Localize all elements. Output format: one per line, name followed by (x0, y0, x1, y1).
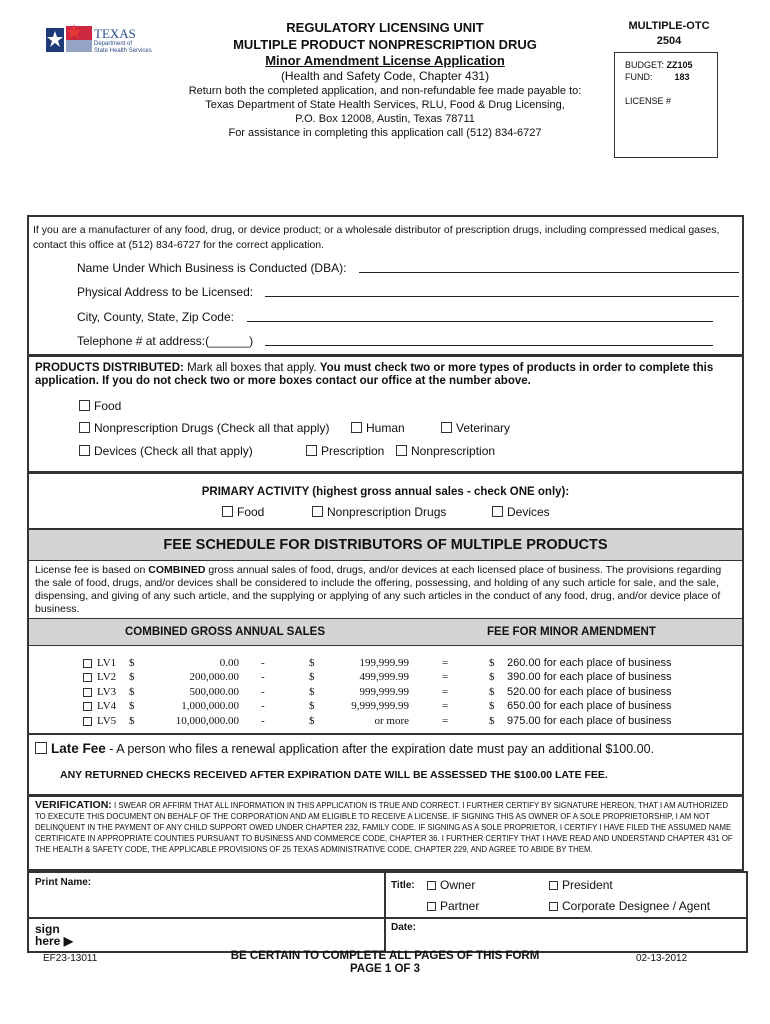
title-president-checkbox[interactable]: President (549, 878, 613, 892)
budget-label: BUDGET: (625, 60, 665, 70)
header-return-1: Return both the completed application, and non-refundable fee made payable to: (188, 85, 582, 97)
logo-dept: Department of (94, 41, 133, 47)
signature-area (27, 871, 748, 953)
fee-cell-fee: 260.00 for each place of business (507, 657, 672, 669)
late-fee-checkbox[interactable] (35, 742, 47, 754)
city-label: City, County, State, Zip Code: (77, 310, 234, 324)
fee-cell-fee: 650.00 for each place of business (507, 700, 672, 713)
fee-cell-dash: - (261, 671, 265, 684)
fee-cell-lv: LV5 (97, 714, 117, 727)
header-title-1: REGULATORY LICENSING UNIT (286, 20, 484, 35)
fee-level-checkbox[interactable] (83, 717, 92, 726)
dba-label: Name Under Which Business is Conducted (DBA): (77, 261, 347, 275)
footer-form-code: EF23-13011 (43, 953, 98, 964)
col-fee: FEE FOR MINOR AMENDMENT (487, 626, 656, 638)
checkbox-veterinary[interactable]: Veterinary (441, 421, 510, 435)
fee-cell-to: or more (374, 714, 409, 727)
late-fee-label: Late Fee (51, 741, 106, 756)
form-number: 2504 (656, 35, 682, 47)
fee-cell-fee: 975.00 for each place of business (507, 714, 672, 727)
fee-cell-fee: 520.00 for each place of business (507, 685, 672, 698)
header-code: (Health and Safety Code, Chapter 431) (280, 69, 490, 83)
fee-cell-to: 199,999.99 (359, 657, 409, 669)
products-warning: You must check two or more types of products in order to complete this application. If you do not check two or more boxes contact our office at the number above. (35, 362, 714, 387)
fee-cell-d2: $ (309, 685, 315, 698)
title-corporate-checkbox[interactable]: Corporate Designee / Agent (549, 899, 710, 913)
fee-cell-dash: - (261, 685, 265, 698)
primary-title: PRIMARY ACTIVITY (highest gross annual sales - check ONE only): (201, 486, 570, 498)
fee-cell-d1: $ (129, 714, 135, 727)
returned-checks: ANY RETURNED CHECKS RECEIVED AFTER EXPIRATION DATE WILL BE ASSESSED THE $100.00 LATE FEE. (60, 769, 608, 781)
title-partner-checkbox[interactable]: Partner (427, 899, 479, 913)
fee-cell-from: 1,000,000.00 (181, 700, 239, 713)
products-box (27, 354, 744, 473)
fee-cell-d1: $ (129, 671, 135, 684)
fee-columns-header (29, 618, 742, 646)
fee-row (29, 686, 742, 700)
fee-cell-eq: = (442, 714, 449, 727)
fee-row (29, 715, 742, 729)
header-return-3: P.O. Box 12008, Austin, Texas 78711 (295, 113, 475, 125)
header-assist: For assistance in completing this application call (512) 834-6727 (228, 127, 542, 139)
checkbox-devices[interactable]: Devices (Check all that apply) (79, 444, 253, 458)
budget-box (614, 52, 718, 158)
fee-cell-from: 500,000.00 (189, 685, 239, 698)
fee-cell-d2: $ (309, 671, 315, 684)
fee-cell-d1: $ (129, 657, 135, 669)
intro-text: If you are a manufacturer of any food, drug, or device product; or a wholesale distributor of prescription drugs, including compressed medical gases, contact this office at (512) 834-6727 for the correct application. (33, 224, 720, 251)
fee-cell-d3: $ (489, 657, 495, 669)
fee-cell-d1: $ (129, 685, 135, 698)
title-owner-checkbox[interactable]: Owner (427, 878, 475, 892)
signature-field[interactable] (99, 919, 381, 949)
fee-level-checkbox[interactable] (83, 673, 92, 682)
fee-row (29, 700, 742, 714)
fee-cell-dash: - (261, 700, 265, 713)
fee-cell-eq: = (442, 671, 449, 684)
checkbox-human[interactable]: Human (351, 421, 405, 435)
fee-level-checkbox[interactable] (83, 688, 92, 697)
fund-value: 183 (674, 72, 690, 82)
fee-cell-lv: LV1 (97, 657, 117, 669)
fee-cell-d3: $ (489, 671, 495, 684)
footer-notice: BE CERTAIN TO COMPLETE ALL PAGES OF THIS FORM (230, 950, 540, 962)
footer-page: PAGE 1 OF 3 (349, 963, 421, 975)
verification-label: VERIFICATION: (35, 799, 112, 811)
print-name-label: Print Name: (35, 877, 92, 888)
fee-cell-lv: LV4 (97, 700, 117, 713)
arrow-right-icon: ▶ (63, 934, 73, 948)
header-return-2: Texas Department of State Health Services, RLU, Food & Drug Licensing, (205, 99, 565, 111)
logo-agency: State Health Services (94, 48, 152, 54)
fee-cell-d3: $ (489, 714, 495, 727)
primary-activity-box (27, 472, 744, 530)
fee-schedule-box (27, 528, 744, 735)
dshs-logo (44, 22, 164, 56)
phone-label: Telephone # at address:(______) (77, 334, 254, 348)
late-fee-text: - A person who files a renewal application after the expiration date must pay an additional $100.00. (105, 742, 655, 756)
checkbox-nonrx[interactable]: Nonprescription Drugs (Check all that apply) (79, 421, 329, 435)
fee-cell-to: 9,999,999.99 (351, 700, 409, 713)
primary-food-checkbox[interactable]: Food (222, 505, 264, 519)
fee-row (29, 671, 742, 685)
date-field[interactable] (429, 919, 743, 949)
sign-here-label: sign here ▶ (35, 922, 73, 948)
verification-box (27, 795, 744, 871)
header-title-3: Minor Amendment License Application (265, 53, 505, 68)
checkbox-nonprescription[interactable]: Nonprescription (396, 444, 495, 458)
fee-cell-d2: $ (309, 700, 315, 713)
fee-cell-eq: = (442, 657, 449, 669)
checkbox-prescription[interactable]: Prescription (306, 444, 384, 458)
fee-cell-dash: - (261, 714, 265, 727)
address-field[interactable] (265, 296, 739, 297)
fee-text: License fee is based on COMBINED gross annual sales of food, drugs, and/or devices at each licensed place of business. The provisions regarding the sale of food, drugs, and/or devices shall be considered to include the offering, possessing, and holding of any such article for sale, and the sale, dispensing, and giving of any such article, and the supplying or applying of any such articles in the conduct of any food, drug, and/or device place of business. (35, 564, 722, 615)
fee-cell-from: 200,000.00 (189, 671, 239, 684)
fee-cell-fee: 390.00 for each place of business (507, 671, 672, 684)
late-fee-box (27, 733, 744, 796)
fee-cell-lv: LV2 (97, 671, 117, 684)
fee-cell-eq: = (442, 700, 449, 713)
col-gross-sales: COMBINED GROSS ANNUAL SALES (125, 626, 325, 638)
fee-cell-from: 0.00 (219, 657, 239, 669)
texas-star-logo-icon (44, 22, 96, 56)
business-info-box (27, 215, 744, 357)
fee-row (29, 657, 742, 671)
fee-cell-dash: - (261, 657, 265, 669)
fee-level-checkbox[interactable] (83, 702, 92, 711)
date-label: Date: (391, 922, 417, 933)
fund-label: FUND: (625, 72, 653, 82)
phone-field[interactable] (265, 345, 713, 346)
fee-cell-d2: $ (309, 657, 315, 669)
dba-field[interactable] (359, 272, 739, 273)
fee-title: FEE SCHEDULE FOR DISTRIBUTORS OF MULTIPLE PRODUCTS (29, 530, 742, 561)
fee-cell-from: 10,000,000.00 (175, 714, 239, 727)
print-name-field[interactable] (31, 875, 379, 915)
license-label: LICENSE # (625, 96, 672, 106)
address-label: Physical Address to be Licensed: (77, 285, 254, 299)
checkbox-food[interactable]: Food (79, 399, 121, 413)
logo-texas: TEXAS (94, 26, 136, 41)
products-instr: Mark all boxes that apply. (187, 362, 317, 374)
fee-cell-d3: $ (489, 700, 495, 713)
primary-devices-checkbox[interactable]: Devices (492, 505, 550, 519)
fee-level-checkbox[interactable] (83, 659, 92, 668)
budget-value: ZZ105 (666, 60, 693, 70)
title-label: Title: (391, 880, 415, 891)
fee-cell-d1: $ (129, 700, 135, 713)
fee-cell-d2: $ (309, 714, 315, 727)
products-label: PRODUCTS DISTRIBUTED: (35, 362, 184, 374)
fee-cell-eq: = (442, 685, 449, 698)
fee-cell-to: 999,999.99 (359, 685, 409, 698)
form-code: MULTIPLE-OTC (628, 20, 710, 32)
header-title-2: MULTIPLE PRODUCT NONPRESCRIPTION DRUG (233, 37, 537, 52)
primary-nonrx-checkbox[interactable]: Nonprescription Drugs (312, 505, 446, 519)
fee-cell-lv: LV3 (97, 685, 117, 698)
fee-cell-to: 499,999.99 (359, 671, 409, 684)
city-field[interactable] (247, 321, 713, 322)
footer-date: 02-13-2012 (636, 953, 688, 964)
fee-cell-d3: $ (489, 685, 495, 698)
verification-text: I SWEAR OR AFFIRM THAT ALL INFORMATION IN THIS APPLICATION IS TRUE AND CORRECT. I FURTHER CERTIFY BY SIGNATURE HEREON, THAT I AM AUTHORIZED TO EXECUTE THIS DOCUMENT ON BEHALF OF THE CORPORATION AND AM ELIGIBLE TO RECEIVE A LICENSE. IF SIGNING THIS AS OWNER OF A SOLE PROPRIETORSHIP, I AM NOT DELINQUENT IN THE PAYMENT OF ANY CHILD SUPPORT OWED UNDER CHAPTER 232, FAMILY CODE. IF SIGNING AS A SOLE PROPRIETOR, I CERTIFY I HAVE FILED THE ASSUMED NAME CERTIFICATE IN APPROPRIATE COUNTIES PURSUANT TO BUSINESS AND COMMERCE CODE, CHAPTER 36. I FURTHER CERTIFY THAT I HAVE READ AND UNDERSTAND CHAPTER 431 OF THE HEALTH & SAFETY CODE, THE APPLICABLE PROVISIONS OF 25 TEXAS ADMINISTRATIVE CODE, CHAPTER 229, AND AGREE TO ABIDE BY THEM. (35, 801, 733, 854)
